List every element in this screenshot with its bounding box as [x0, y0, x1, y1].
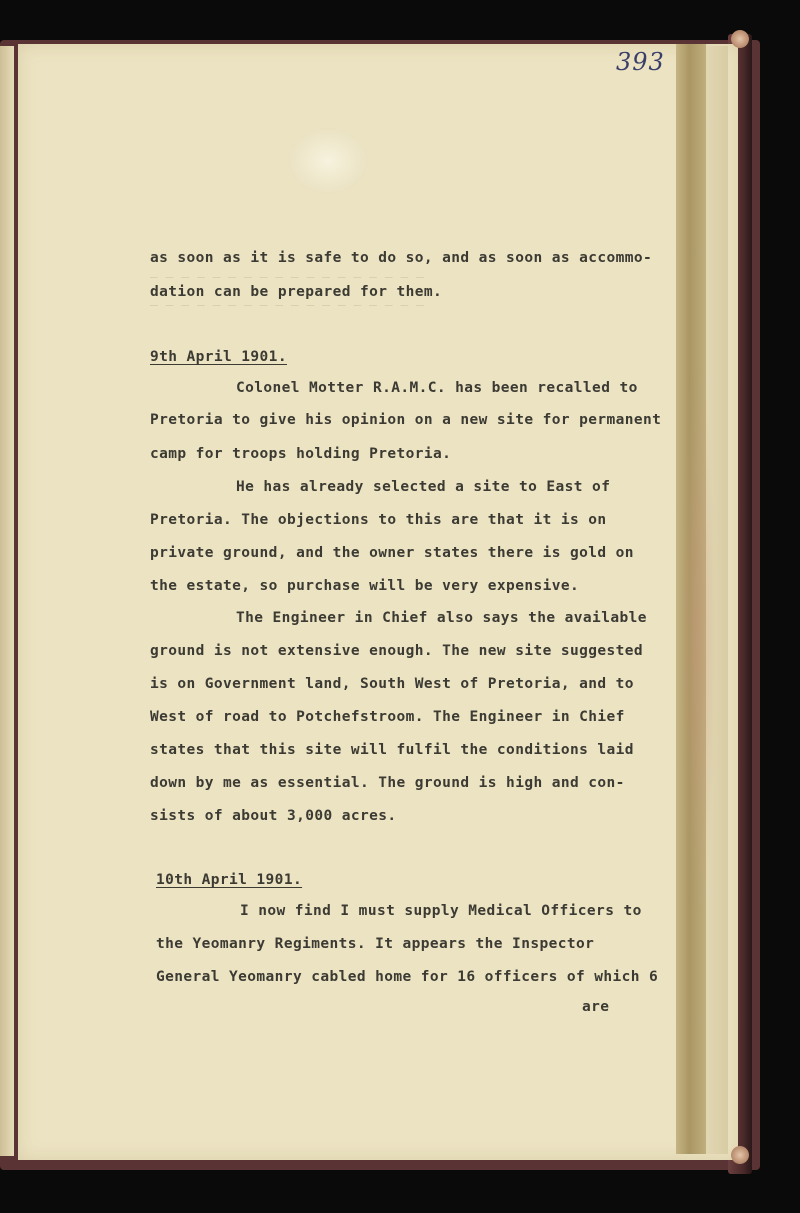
folio-number: 393	[616, 48, 665, 76]
text-line: down by me as essential. The ground is high and con-	[150, 775, 625, 791]
entry-date: 10th April 1901.	[156, 872, 303, 888]
show-through-text: — — — — — — — — — — — — — — — — — —	[150, 270, 424, 285]
text-line: Pretoria to give his opinion on a new site for permanent	[150, 412, 662, 428]
text-line: He has already selected a site to East of	[236, 479, 611, 495]
catchword: are	[582, 999, 610, 1015]
document-page	[18, 44, 738, 1160]
text-line: the Yeomanry Regiments. It appears the Inspector	[156, 936, 595, 952]
text-line: camp for troops holding Pretoria.	[150, 446, 452, 462]
show-through-text: — — — — — — — — — — — — — — — — — —	[150, 298, 424, 313]
binding-corner-top	[731, 30, 749, 48]
facing-page-edge	[0, 46, 14, 1156]
text-line: the estate, so purchase will be very expensive.	[150, 578, 580, 594]
text-line: states that this site will fulfil the conditions laid	[150, 742, 634, 758]
text-line: ground is not extensive enough. The new site suggested	[150, 643, 644, 659]
page-stain	[680, 360, 716, 920]
text-line: dation can be prepared for them.	[150, 284, 443, 300]
text-line: sists of about 3,000 acres.	[150, 808, 397, 824]
text-line: Pretoria. The objections to this are that it is on	[150, 512, 607, 528]
binding-corner-bottom	[731, 1146, 749, 1164]
text-line: is on Government land, South West of Pretoria, and to	[150, 676, 634, 692]
text-line: private ground, and the owner states there is gold on	[150, 545, 634, 561]
embossed-seal	[288, 128, 368, 194]
text-line: The Engineer in Chief also says the available	[236, 610, 647, 626]
text-line: West of road to Potchefstroom. The Engineer in Chief	[150, 709, 625, 725]
text-line: I now find I must supply Medical Officers to	[240, 903, 642, 919]
text-line: Colonel Motter R.A.M.C. has been recalled to	[236, 380, 638, 396]
text-line: General Yeomanry cabled home for 16 officers of which 6	[156, 969, 659, 985]
text-line: as soon as it is safe to do so, and as soon as accommo-	[150, 250, 653, 266]
entry-date: 9th April 1901.	[150, 349, 287, 365]
